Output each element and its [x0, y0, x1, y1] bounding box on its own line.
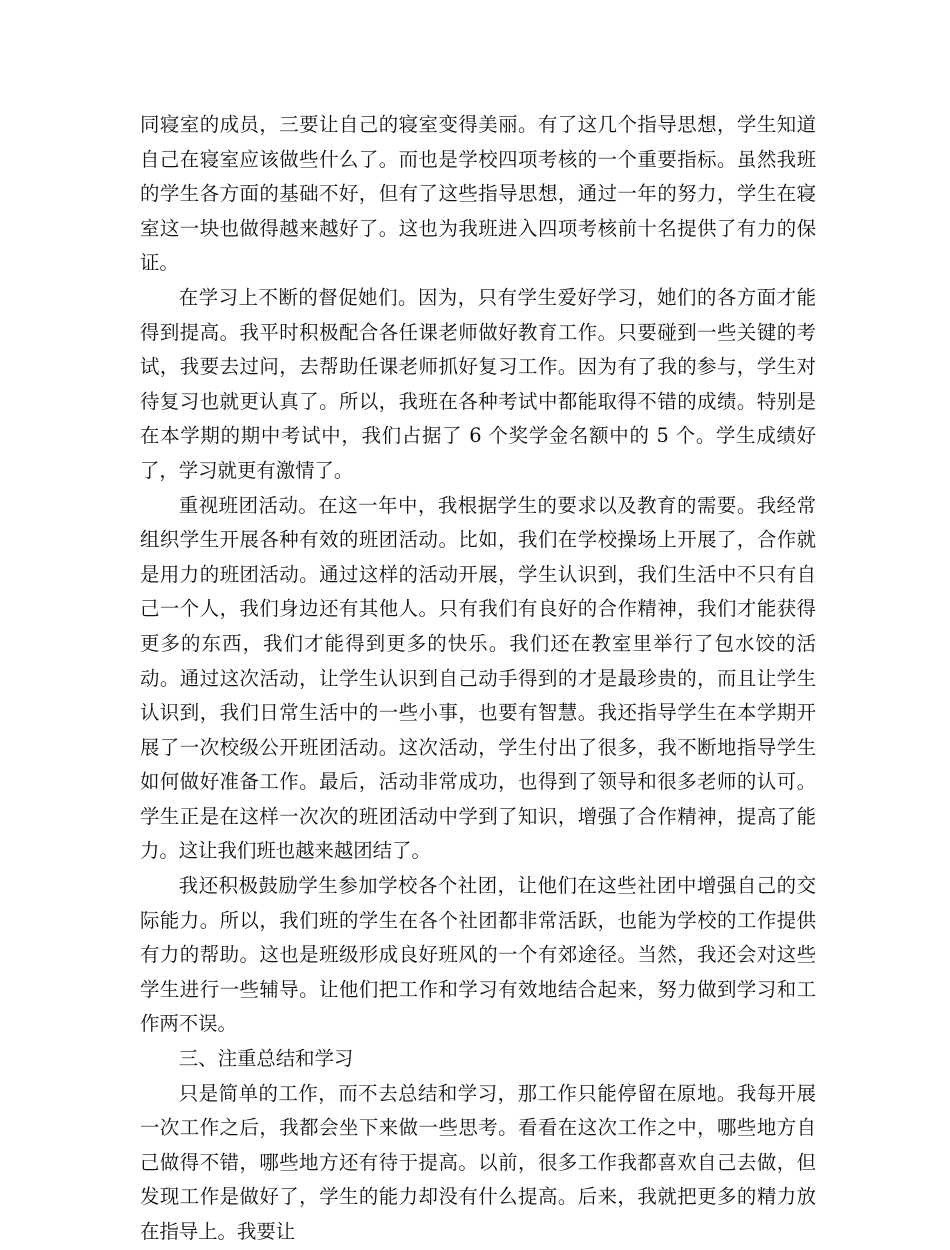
paragraph-study: 在学习上不断的督促她们。因为，只有学生爱好学习，她们的各方面才能得到提高。我平时积极配合各任课老师做好教育工作。只要碰到一些关键的考试，我要去过问，去帮助任课老师抓好复习工作。因为有了我的参与，学生对待复习也就更认真了。所以，我班在各种考试中都能取得不错的成绩。特别是在本学期的期中考试中，我们占据了 6 个奖学金名额中的 5 个。学生成绩好了，学习就更有激情了。	[140, 285, 816, 482]
paragraph-class-activities: 重视班团活动。在这一年中，我根据学生的要求以及教育的需要。我经常组织学生开展各种有效的班团活动。比如，我们在学校操场上开展了，合作就是用力的班团活动。通过这样的活动开展，学生认识到，我们生活中不只有自己一个人，我们身边还有其他人。只有我们有良好的合作精神，我们才能获得更多的东西，我们才能得到更多的快乐。我们还在教室里举行了包水饺的活动。通过这次活动，让学生认识到自己动手得到的才是最珍贵的，而且让学生认识到，我们日常生活中的一些小事，也要有智慧。我还指导学生在本学期开展了一次校级公开班团活动。这次活动，学生付出了很多，我不断地指导学生如何做好准备工作。最后，活动非常成功，也得到了领导和很多老师的认可。学生正是在这样一次次的班团活动中学到了知识，增强了合作精神，提高了能力。这让我们班也越来越团结了。	[140, 493, 816, 863]
paragraph-dormitory: 同寝室的成员，三要让自己的寝室变得美丽。有了这几个指导思想，学生知道自己在寝室应该做些什么了。而也是学校四项考核的一个重要指标。虽然我班的学生各方面的基础不好，但有了这些指导思想，通过一年的努力，学生在寝室这一块也做得越来越好了。这也为我班进入四项考核前十名提供了有力的保证。	[140, 113, 816, 275]
section-heading: 三、注重总结和学习	[178, 1047, 354, 1071]
document-page	[140, 108, 816, 1250]
paragraph-clubs: 我还积极鼓励学生参加学校各个社团，让他们在这些社团中增强自己的交际能力。所以，我们班的学生在各个社团都非常活跃，也能为学校的工作提供有力的帮助。这也是班级形成良好班风的一个有郊途径。当然，我还会对这些学生进行一些辅导。让他们把工作和学习有效地结合起来，努力做到学习和工作两不误。	[140, 874, 816, 1036]
paragraph-summary: 只是简单的工作，而不去总结和学习，那工作只能停留在原地。我每开展一次工作之后，我都会坐下来做一些思考。看看在这次工作之中，哪些地方自己做得不错，哪些地方还有待于提高。以前，很多工作我都喜欢自己去做，但发现工作是做好了，学生的能力却没有什么提高。后来，我就把更多的精力放在指导上。我要让	[140, 1081, 816, 1243]
